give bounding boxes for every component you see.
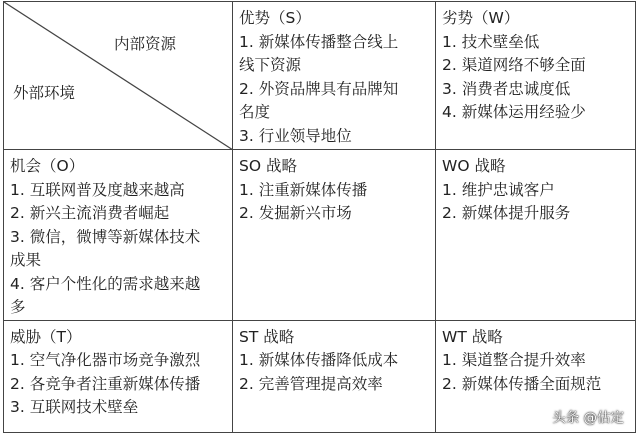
opportunities-line: 3. 微信，微博等新媒体技术 xyxy=(10,227,201,246)
threats-row xyxy=(4,320,636,432)
wo-strategy-title: WO 战略 xyxy=(442,157,506,175)
opportunities-line: 4. 客户个性化的需求越来越 xyxy=(10,274,201,293)
strengths-title: 优势（S） xyxy=(239,9,311,27)
strengths-line: 1. 新媒体传播整合线上 xyxy=(239,32,399,51)
st-strategy-cell xyxy=(233,320,436,432)
strengths-cell xyxy=(233,2,436,150)
weaknesses-line: 2. 渠道网络不够全面 xyxy=(442,56,586,74)
opportunities-line: 1. 互联网普及度越来越高 xyxy=(10,180,185,199)
st-strategy-title: ST 战略 xyxy=(239,327,295,346)
weaknesses-title: 劣势（W） xyxy=(442,9,520,27)
threats-title: 威胁（T） xyxy=(10,327,82,346)
strengths-line: 3. 行业领导地位 xyxy=(239,126,352,145)
strengths-line: 线下资源 xyxy=(239,56,302,74)
watermark xyxy=(552,406,624,426)
opportunities-line: 2. 新兴主流消费者崛起 xyxy=(10,204,170,222)
strengths-line: 2. 外资品牌具有品牌知 xyxy=(239,79,399,98)
diagonal-line xyxy=(4,2,233,150)
internal-resources-label: 内部资源 xyxy=(114,35,177,53)
so-strategy-line: 2. 发掘新兴市场 xyxy=(239,204,352,222)
threats-cell xyxy=(4,320,233,432)
wo-strategy-line: 1. 维护忠诚客户 xyxy=(442,180,555,199)
weaknesses-line: 1. 技术壁垒低 xyxy=(442,32,540,51)
watermark-text: 头条 @估定 xyxy=(552,410,624,426)
threats-line: 2. 各竞争者注重新媒体传播 xyxy=(10,374,201,393)
weaknesses-cell xyxy=(436,2,636,150)
wo-strategy-line: 2. 新媒体提升服务 xyxy=(442,204,571,222)
corner-cell xyxy=(4,2,233,150)
opportunities-line: 多 xyxy=(10,298,26,316)
wt-strategy-title: WT 战略 xyxy=(442,327,503,346)
wt-strategy-line: 2. 新媒体传播全面规范 xyxy=(442,374,602,393)
so-strategy-cell xyxy=(233,150,436,321)
threats-line: 3. 互联网技术壁垒 xyxy=(10,398,139,416)
threats-line: 1. 空气净化器市场竞争激烈 xyxy=(10,351,201,369)
opportunities-line: 成果 xyxy=(10,251,42,269)
wo-strategy-cell xyxy=(436,150,636,321)
opportunities-row xyxy=(4,150,636,321)
weaknesses-line: 3. 消费者忠诚度低 xyxy=(442,79,571,98)
opportunities-cell xyxy=(4,150,233,321)
so-strategy-title: SO 战略 xyxy=(239,157,297,175)
header-row xyxy=(4,2,636,150)
so-strategy-line: 1. 注重新媒体传播 xyxy=(239,180,368,199)
wt-strategy-line: 1. 渠道整合提升效率 xyxy=(442,351,586,369)
opportunities-title: 机会（O） xyxy=(10,157,85,175)
st-strategy-line: 1. 新媒体传播降低成本 xyxy=(239,351,399,369)
swot-table xyxy=(3,1,636,433)
st-strategy-line: 2. 完善管理提高效率 xyxy=(239,374,383,393)
weaknesses-line: 4. 新媒体运用经验少 xyxy=(442,103,586,121)
external-environment-label: 外部环境 xyxy=(13,84,76,102)
strengths-line: 名度 xyxy=(239,103,271,121)
